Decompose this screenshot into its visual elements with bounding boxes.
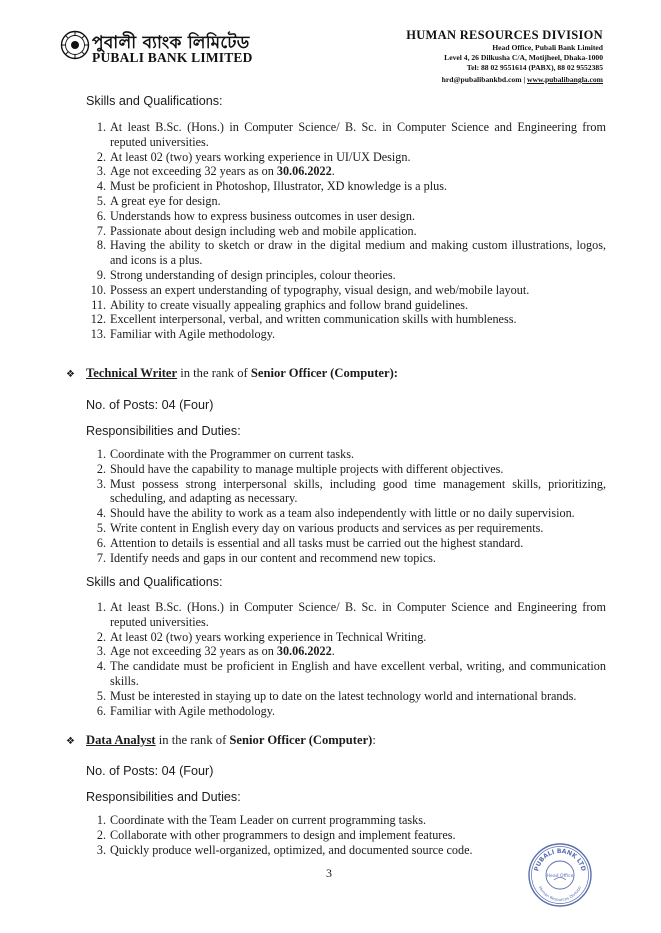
office-line: Head Office, Pubali Bank Limited xyxy=(492,43,603,52)
list-item xyxy=(86,551,606,566)
list-item-number: 4. xyxy=(96,659,106,674)
list-item xyxy=(86,164,606,179)
list-item-text: Possess an expert understanding of typography, visual design, and web/mobile layout. xyxy=(110,282,530,297)
list-item-number: 1. xyxy=(96,447,106,461)
position-title-technical-writer xyxy=(66,366,398,381)
diamond-bullet-icon: ❖ xyxy=(66,369,75,380)
list-item-number: 5. xyxy=(96,520,106,535)
list-item xyxy=(86,224,606,239)
posts-count: No. of Posts: 04 (Four) xyxy=(86,764,214,778)
list-item-number: 4. xyxy=(96,506,106,521)
stamp-center-text: Head Office xyxy=(546,874,574,879)
list-item-text: Must be proficient in Photoshop, Illustrator, XD knowledge is a plus. xyxy=(110,179,448,194)
list-item xyxy=(86,150,606,165)
bank-name-bengali: পুবালী ব্যাংক লিমিটেড xyxy=(92,33,250,53)
list-item-text: Must be interested in staying up to date on the latest technology world and international brands. xyxy=(110,688,577,703)
list-item-text: Coordinate with the Team Leader on current programming tasks. xyxy=(110,813,427,827)
address-line: Level 4, 26 Dilkusha C/A, Motijheel, Dhaka-1000 xyxy=(444,53,603,62)
list-item-text: At least B.Sc. (Hons.) in Computer Science/ B. Sc. in Computer Science and Engineering from reputed universities. xyxy=(110,600,606,629)
contact-separator: | xyxy=(521,75,528,84)
list-item-text: Attention to details is essential and all tasks must be carried out the highest standard. xyxy=(110,535,524,550)
list-item-number: 9. xyxy=(96,267,106,282)
section-heading: Skills and Qualifications: xyxy=(86,575,223,589)
list-item-text: Quickly produce well-organized, optimized, and documented source code. xyxy=(110,842,473,857)
list-item-number: 6. xyxy=(96,703,106,718)
list-item-number: 5. xyxy=(96,688,106,703)
list-item-number: 1. xyxy=(96,600,106,614)
diamond-bullet-icon: ❖ xyxy=(66,736,75,747)
rank-prefix: in the rank of xyxy=(155,733,230,747)
list-item-text: At least B.Sc. (Hons.) in Computer Science/ B. Sc. in Computer Science and Engineering from reputed universities. xyxy=(110,120,606,149)
role-name: Data Analyst xyxy=(86,733,156,747)
list-item-text: Write content in English every day on various products and services as per requirements. xyxy=(110,520,544,535)
email-link[interactable]: hrd@pubalibankbd.com xyxy=(441,75,522,84)
list-item xyxy=(86,644,606,659)
list-item-text: Should have the ability to work as a team also independently with little or no daily supervision. xyxy=(110,506,575,521)
list-item-text: Must possess strong interpersonal skills, including good time management skills, prioritizing, scheduling, and adapting as necessary. xyxy=(110,476,606,506)
list-item-number: 12. xyxy=(90,312,106,327)
list-item-text: Age not exceeding 32 years as on 30.06.2022. xyxy=(110,644,335,659)
list-item xyxy=(86,521,606,536)
list-item-text: Coordinate with the Programmer on current tasks. xyxy=(110,447,355,461)
list-item-text: Familiar with Agile methodology. xyxy=(110,327,276,342)
list-item-number: 7. xyxy=(96,550,106,565)
list-item-number: 11. xyxy=(91,297,106,312)
tech-writer-skills-list xyxy=(86,600,606,718)
list-item-number: 6. xyxy=(96,208,106,223)
list-item-number: 2. xyxy=(96,827,106,842)
stamp-top-text: PUBALI BANK LTD xyxy=(533,847,587,872)
list-item xyxy=(86,312,606,327)
list-item-number: 10. xyxy=(90,282,106,297)
role-name: Technical Writer xyxy=(86,366,178,380)
svg-text:Human Resources Division xyxy=(538,885,582,902)
list-item xyxy=(86,268,606,283)
list-item-text: Collaborate with other programmers to design and implement features. xyxy=(110,827,456,842)
uiux-skills-list xyxy=(86,120,606,342)
list-item-text: Age not exceeding 32 years as on 30.06.2022. xyxy=(110,164,335,179)
list-item xyxy=(86,477,606,507)
bank-logo xyxy=(60,30,300,70)
list-item-number: 2. xyxy=(96,461,106,476)
list-item-number: 5. xyxy=(96,193,106,208)
page-number: 3 xyxy=(326,866,332,880)
rank-suffix: : xyxy=(372,733,376,747)
posts-count: No. of Posts: 04 (Four) xyxy=(86,398,214,412)
list-item xyxy=(86,506,606,521)
list-item xyxy=(86,298,606,313)
list-item xyxy=(86,600,606,630)
hr-division-header xyxy=(406,28,603,85)
position-title-data-analyst xyxy=(66,733,376,748)
list-item-number: 2. xyxy=(96,149,106,164)
head-office-stamp xyxy=(527,842,593,908)
list-item-text: At least 02 (two) years working experience in Technical Writing. xyxy=(110,629,427,644)
list-item-text: Excellent interpersonal, verbal, and written communication skills with humbleness. xyxy=(110,312,517,327)
list-item-number: 7. xyxy=(96,223,106,238)
list-item xyxy=(86,813,606,828)
list-item-number: 3. xyxy=(96,476,106,491)
list-item xyxy=(86,179,606,194)
list-item-number: 2. xyxy=(96,629,106,644)
list-item xyxy=(86,828,606,843)
list-item xyxy=(86,283,606,298)
date-emphasis: 30.06.2022 xyxy=(276,644,332,659)
list-item xyxy=(86,120,606,150)
list-item-text: Ability to create visually appealing graphics and follow brand guidelines. xyxy=(110,297,469,312)
section-heading: Skills and Qualifications: xyxy=(86,94,223,108)
list-item xyxy=(86,447,606,462)
division-title: HUMAN RESOURCES DIVISION xyxy=(406,28,603,42)
list-item-number: 3. xyxy=(96,164,106,179)
list-item-text: The candidate must be proficient in English and have excellent verbal, writing, and communication skills. xyxy=(110,659,606,688)
list-item-number: 4. xyxy=(96,179,106,194)
bank-name-english: PUBALI BANK LIMITED xyxy=(92,50,253,65)
website-link[interactable]: www.pubalibangla.com xyxy=(527,75,603,84)
list-item xyxy=(86,209,606,224)
list-item xyxy=(86,462,606,477)
svg-text:PUBALI BANK LTD xyxy=(533,848,586,872)
rank-name: Senior Officer (Computer) xyxy=(229,733,373,747)
tech-writer-responsibilities-list xyxy=(86,447,606,565)
list-item-text: Understands how to express business outcomes in user design. xyxy=(110,208,415,223)
bank-emblem-icon xyxy=(60,30,90,60)
list-item-text: Should have the capability to manage multiple projects with different objectives. xyxy=(110,461,504,476)
list-item xyxy=(86,659,606,689)
list-item-text: Identify needs and gaps in our content and recommend new topics. xyxy=(110,550,436,565)
list-item-number: 3. xyxy=(96,842,106,857)
list-item-number: 8. xyxy=(96,238,106,253)
list-item-number: 6. xyxy=(96,535,106,550)
list-item xyxy=(86,238,606,268)
list-item-number: 1. xyxy=(96,120,106,134)
list-item xyxy=(86,689,606,704)
list-item xyxy=(86,327,606,342)
list-item xyxy=(86,536,606,551)
date-emphasis: 30.06.2022 xyxy=(276,164,332,179)
rank-name: Senior Officer (Computer): xyxy=(250,366,398,380)
rank-prefix: in the rank of xyxy=(177,366,251,380)
list-item-number: 3. xyxy=(96,644,106,659)
telephone-line: Tel: 88 02 9551614 (PABX), 88 02 9552385 xyxy=(466,63,603,72)
list-item xyxy=(86,704,606,719)
section-heading: Responsibilities and Duties: xyxy=(86,790,241,804)
list-item-text: At least 02 (two) years working experience in UI/UX Design. xyxy=(110,149,411,164)
list-item-text: Having the ability to sketch or draw in the digital medium and making custom illustrations, logos, and icons is a plus. xyxy=(110,238,606,268)
section-heading: Responsibilities and Duties: xyxy=(86,424,241,438)
list-item-text: Familiar with Agile methodology. xyxy=(110,703,276,718)
contact-line xyxy=(406,75,603,85)
list-item-text: Strong understanding of design principles, colour theories. xyxy=(110,267,396,282)
list-item-number: 13. xyxy=(90,327,106,342)
list-item xyxy=(86,194,606,209)
list-item-text: Passionate about design including web and mobile application. xyxy=(110,223,417,238)
list-item-text: A great eye for design. xyxy=(110,193,221,208)
list-item-number: 1. xyxy=(96,813,106,827)
list-item xyxy=(86,630,606,645)
stamp-bottom-text: Human Resources Division xyxy=(537,885,583,903)
